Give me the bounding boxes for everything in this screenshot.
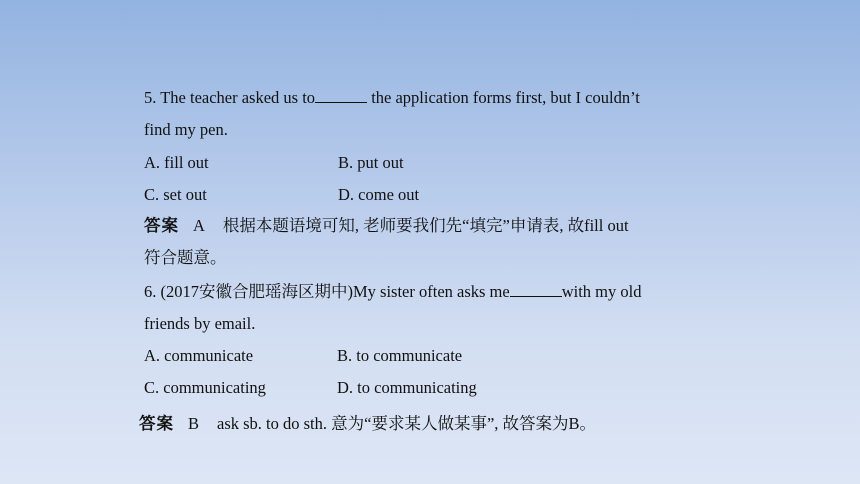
question-5-line-1 [144, 88, 640, 108]
question-6-text-before-blank: 6. (2017安徽合肥瑶海区期中)My sister often asks me [144, 282, 510, 301]
question-6-text-after-blank: with my old [561, 282, 642, 301]
answer-6-explanation: ask sb. to do sth. 意为“要求某人做某事”, 故答案为B。 [217, 414, 597, 433]
answer-6-line [139, 414, 596, 434]
question-5-option-a: A. fill out [144, 153, 209, 172]
answer-5-line-2: 符合题意。 [144, 248, 227, 267]
answer-6-letter: B [188, 414, 200, 433]
answer-5-line-1 [144, 216, 629, 236]
question-5-option-b: B. put out [338, 153, 404, 172]
question-5-line-2: find my pen. [144, 120, 228, 139]
question-6-option-c: C. communicating [144, 378, 266, 397]
question-6-option-d: D. to communicating [337, 378, 477, 397]
question-5-option-d: D. come out [338, 185, 420, 204]
answer-6-label: 答案 [139, 414, 174, 433]
question-6-option-a: A. communicate [144, 346, 254, 365]
question-5-blank [315, 89, 367, 103]
question-6-line-2: friends by email. [144, 314, 256, 333]
question-6-line-1 [144, 282, 641, 302]
answer-5-letter: A [193, 216, 205, 235]
question-6-option-b: B. to communicate [337, 346, 463, 365]
answer-5-label: 答案 [144, 216, 179, 235]
question-5-text-before-blank: 5. The teacher asked us to [144, 88, 316, 107]
question-6-blank [510, 283, 562, 297]
question-5-text-after-blank: the application forms first, but I couldn’t [367, 88, 640, 107]
question-5-option-c: C. set out [144, 185, 207, 204]
answer-5-explanation: 根据本题语境可知, 老师要我们先“填完”申请表, 故fill out [222, 216, 629, 235]
